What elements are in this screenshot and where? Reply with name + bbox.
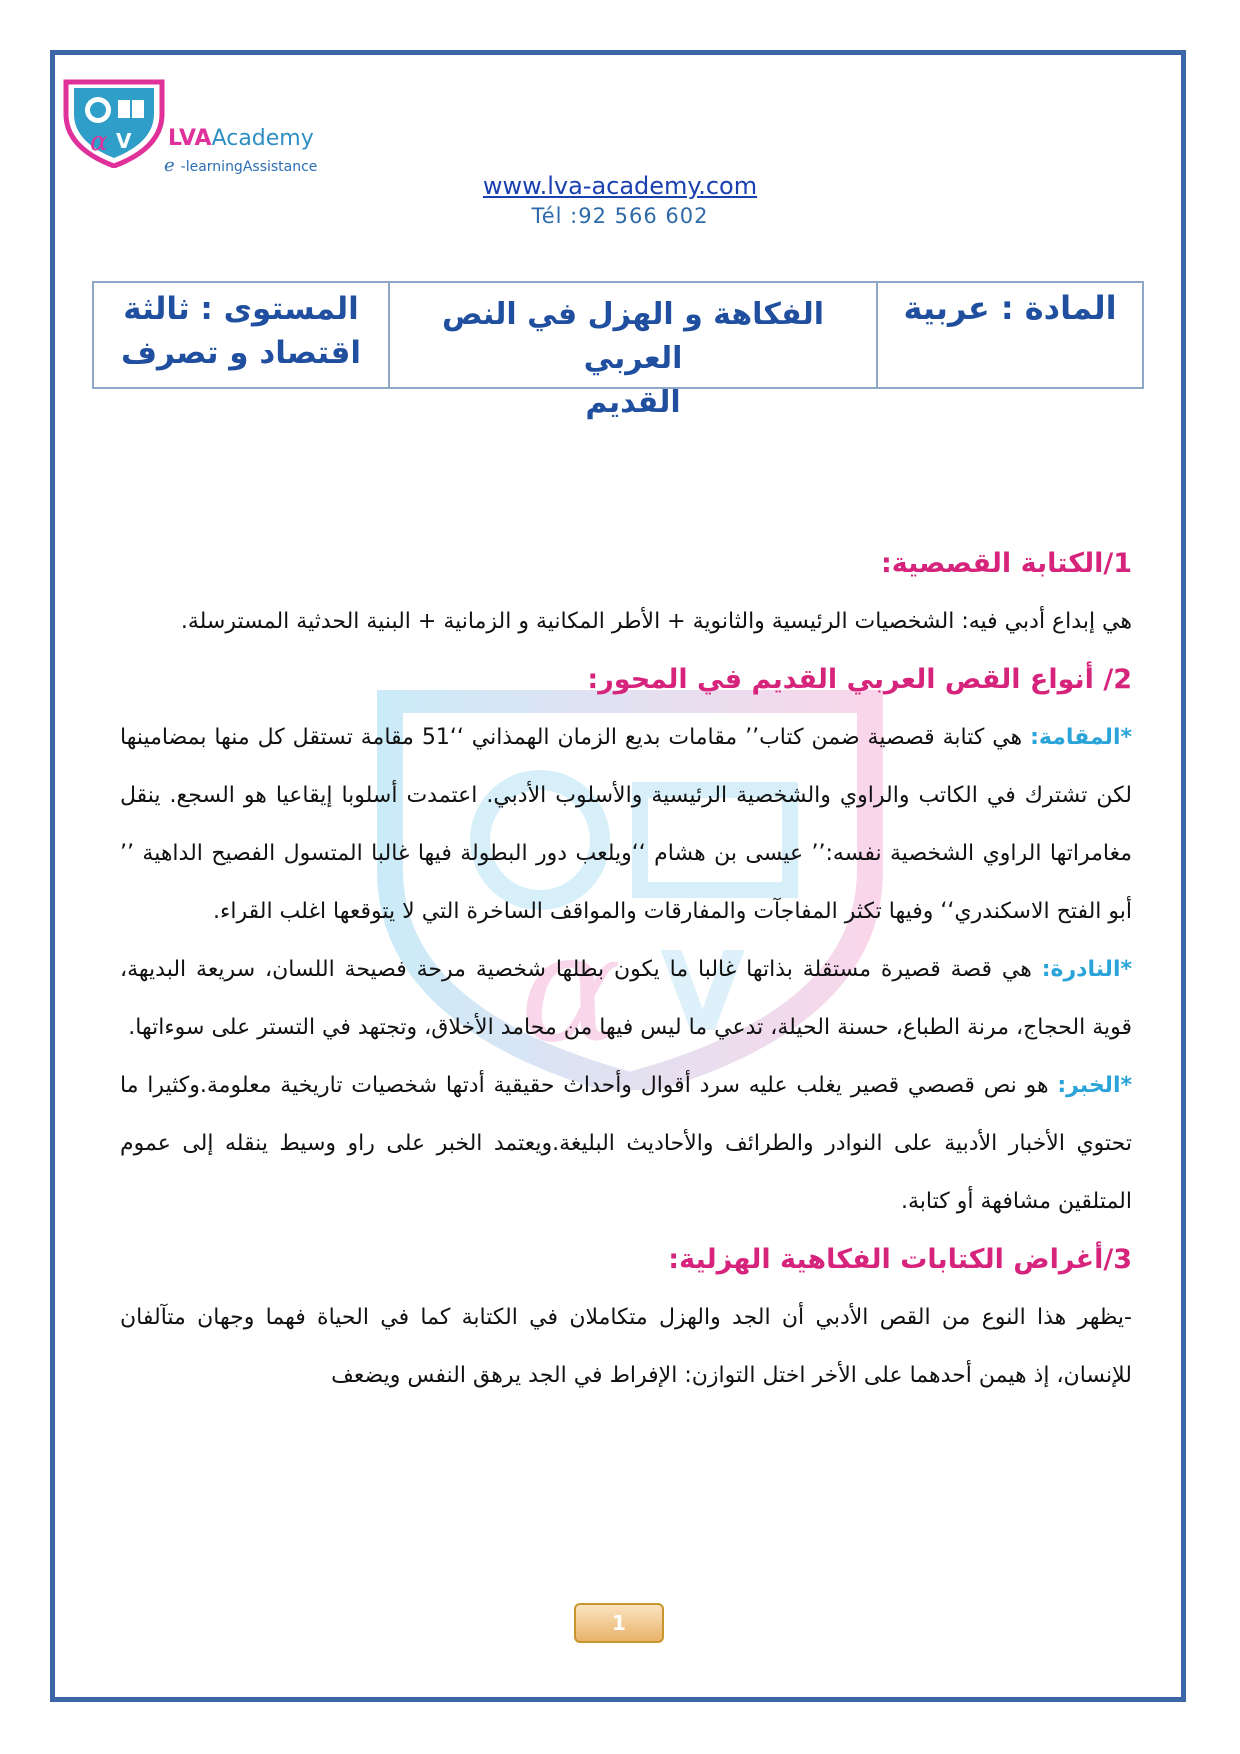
section-1-text: هي إبداع أدبي فيه: الشخصيات الرئيسية والثانوية + الأطر المكانية و الزمانية + البنية الحدثية المسترسلة. [180,609,1132,634]
info-table [92,281,1144,420]
section-3-heading: 3/أغراض الكتابات الفكاهية الهزلية: [668,1244,1132,1275]
phone-number: Tél :92 566 602 [531,204,709,228]
level-cell [94,283,388,387]
lesson-title-line1: الفكاهة و الهزل في النص العربي [441,297,825,376]
lesson-title-line2: القديم [585,385,681,420]
website-link[interactable]: www.lva-academy.com [482,172,758,200]
level-line1: المستوى : ثالثة [123,291,359,327]
nadira-paragraph [120,941,1132,1057]
section-1-heading: 1/الكتابة القصصية: [880,548,1132,579]
lva-academy-logo-icon [60,78,168,168]
page-number: 1 [574,1603,664,1643]
maqama-term: *المقامة: [1030,725,1132,750]
khabar-paragraph [120,1057,1132,1231]
khabar-text: هو نص قصصي قصير يغلب عليه سرد أقوال وأحداث حقيقية أدتها شخصيات تاريخية معلومة.وكثيرا ما تحتوي الأخبار الأدبية على النوادر والطرائف والأحاديث البليغة.ويعتمد الخبر على راو وسيط ينقله إلى عموم المتلقين مشافهة أو كتابة. [120,1073,1132,1214]
subject-label: المادة : عربية [903,289,1117,327]
nadira-term: *النادرة: [1041,957,1132,982]
nadira-text: هي قصة قصيرة مستقلة بذاتها غالبا ما يكون بطلها شخصية مرحة فصيحة اللسان، سريعة البديهة، قوية الحجاج، مرنة الطباع، حسنة الحيلة، تدعي ما ليس فيها من محامد الأخلاق، وتجتهد في التستر على سوءاتها. [120,957,1132,1040]
title-cell [388,283,876,420]
section-3-text: -يظهر هذا النوع من القص الأدبي أن الجد والهزل متكاملان في الكتابة كما في الحياة فهما وجهان متآلفان للإنسان، إذ هيمن أحدهما على الأخر اختل التوازن: الإفراط في الجد يرهق النفس ويضعف [120,1305,1132,1388]
level-line2: اقتصاد و تصرف [120,335,361,371]
svg-text:V: V [116,129,132,153]
section-2-heading: 2/ أنواع القص العربي القديم في المحور: [587,664,1132,695]
subject-cell [876,283,1142,387]
brand-name: LVAAcademy [168,126,314,151]
lesson-content [120,535,1132,1405]
svg-text:α: α [90,127,108,157]
brand-tagline: e -learningAssistance [164,155,318,176]
maqama-text: هي كتابة قصصية ضمن كتاب’’ مقامات بديع الزمان الهمذاني ‘‘51 مقامة تستقل كل منها بمضامينها لكن تشترك في الكاتب والراوي والشخصية الرئيسية والأسلوب الأدبي. اعتمدت أسلوبا إيقاعيا هو السجع. ينقل مغامراتها الراوي الشخصية نفسه:’’ عيسى بن هشام ‘‘ويلعب دور البطولة فيها غالبا المتسول الفصيح الداهية ’’ أبو الفتح الاسكندري‘‘ وفيها تكثر المفاجآت والمفارقات والمواقف الساخرة التي لا يتوقعها اغلب القراء. [120,725,1132,924]
khabar-term: *الخبر: [1057,1073,1132,1098]
svg-text:α: α [520,902,622,1076]
maqama-paragraph [120,709,1132,941]
svg-text:V: V [660,928,746,1056]
